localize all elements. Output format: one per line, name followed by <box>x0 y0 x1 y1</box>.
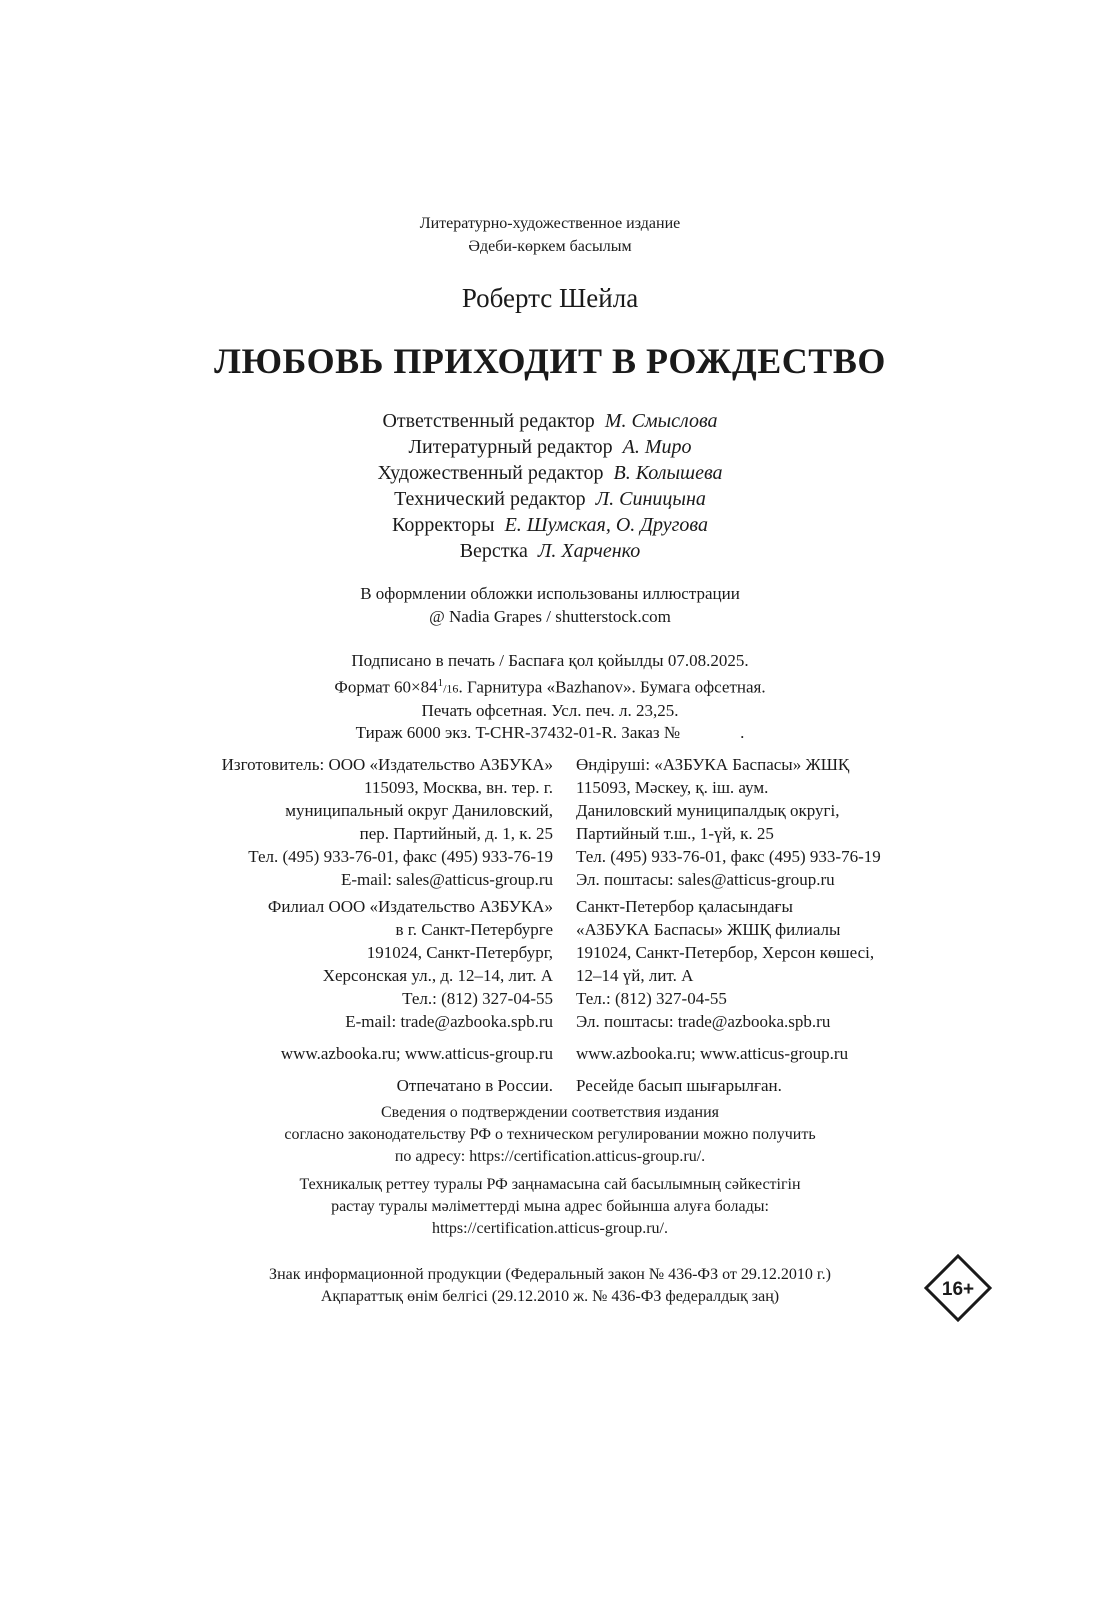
book-author: Робертс Шейла <box>461 283 639 313</box>
ru-websites: www.azbooka.ru; www.atticus-group.ru <box>280 1044 553 1063</box>
credit-role: Художественный редактор <box>377 462 604 484</box>
credit-line <box>0 460 1100 486</box>
credit-line <box>0 486 1100 512</box>
credit-line <box>0 512 1100 538</box>
book-title: ЛЮБОВЬ ПРИХОДИТ В РОЖДЕСТВО <box>214 341 886 381</box>
print-details <box>0 650 1100 744</box>
credit-name: В. Колышева <box>613 462 723 484</box>
publisher-info-kz <box>576 753 996 1097</box>
format-suffix: . Гарнитура «Bazhanov». Бумага офсетная. <box>458 677 766 697</box>
format-fraction-num: 1 <box>437 677 444 689</box>
age-rating-badge-icon <box>924 1254 992 1322</box>
certification-ru <box>0 1102 1100 1168</box>
print-format <box>0 672 1100 700</box>
print-signed-date: Подписано в печать / Баспаға қол қойылды 07.08.2025. <box>351 651 749 670</box>
publisher-info-ru <box>100 753 553 1097</box>
ru-line: Херсонская ул., д. 12–14, лит. А <box>322 966 553 985</box>
cert-ru-line: по адресу: https://certification.atticus-group.ru/. <box>394 1148 706 1165</box>
credit-role: Ответственный редактор <box>382 410 595 432</box>
credit-name: А. Миро <box>622 436 692 458</box>
kz-websites: www.azbooka.ru; www.atticus-group.ru <box>576 1044 849 1063</box>
credit-role: Технический редактор <box>394 488 586 510</box>
ru-line: Филиал ООО «Издательство АЗБУКА» <box>267 897 553 916</box>
edition-type-ru: Литературно-художественное издание <box>419 215 681 232</box>
credit-role: Корректоры <box>392 514 495 536</box>
credit-line <box>0 538 1100 564</box>
kz-line: «АЗБУКА Баспасы» ЖШҚ филиалы <box>576 920 841 939</box>
cover-credit-line: @ Nadia Grapes / shutterstock.com <box>429 607 671 626</box>
credit-name: Е. Шумская, О. Другова <box>504 514 708 536</box>
kz-line: Санкт-Петербор қаласындағы <box>576 897 793 916</box>
cert-ru-line: согласно законодательству РФ о техническом регулировании можно получить <box>284 1126 816 1143</box>
certification-kz <box>0 1174 1100 1240</box>
ru-line: пер. Партийный, д. 1, к. 25 <box>359 824 553 843</box>
sign-line-kz: Ақпараттық өнім белгісі (29.12.2010 ж. № 436-ФЗ федералдық заң) <box>320 1288 780 1305</box>
format-prefix: Формат 60×84 <box>334 677 438 697</box>
print-method: Печать офсетная. Усл. печ. л. 23,25. <box>421 700 679 720</box>
print-run <box>0 722 1100 744</box>
ru-line: 115093, Москва, вн. тер. г. <box>363 778 553 797</box>
kz-line: 12–14 үй, лит. А <box>576 966 694 985</box>
ru-line: E-mail: trade@azbooka.spb.ru <box>345 1012 553 1031</box>
ru-line: E-mail: sales@atticus-group.ru <box>340 870 553 889</box>
kz-line: Тел.: (812) 327-04-55 <box>576 989 727 1008</box>
credit-name: М. Смыслова <box>604 410 718 432</box>
format-fraction-den: /16 <box>443 681 459 696</box>
print-run-end: . <box>740 722 745 742</box>
credit-line <box>0 408 1100 434</box>
ru-line: Тел. (495) 933-76-01, факс (495) 933-76-19 <box>248 847 553 866</box>
ru-line: 191024, Санкт-Петербург, <box>366 943 553 962</box>
kz-line: Тел. (495) 933-76-01, факс (495) 933-76-19 <box>576 847 881 866</box>
sign-line-ru: Знак информационной продукции (Федеральный закон № 436-ФЗ от 29.12.2010 г.) <box>269 1266 831 1283</box>
ru-line: Изготовитель: ООО «Издательство АЗБУКА» <box>221 755 553 774</box>
ru-line: муниципальный округ Даниловский, <box>285 801 553 820</box>
kz-line: Эл. поштасы: sales@atticus-group.ru <box>576 870 835 889</box>
ru-line: в г. Санкт-Петербурге <box>395 920 553 939</box>
print-run-text: Тираж 6000 экз. T-CHR-37432-01-R. Заказ № <box>355 722 681 742</box>
kz-line: Эл. поштасы: trade@azbooka.spb.ru <box>576 1012 831 1031</box>
cert-kz-line: https://certification.atticus-group.ru/. <box>432 1220 668 1237</box>
cover-note-line: В оформлении обложки использованы иллюстрации <box>360 584 740 603</box>
kz-line: Партийный т.ш., 1-үй, к. 25 <box>576 824 774 843</box>
cover-illustration-note <box>0 582 1100 628</box>
cert-kz-line: Техникалық реттеу туралы РФ заңнамасына сай басылымның сәйкестігін <box>299 1176 801 1193</box>
kz-line: Даниловский муниципалдық округі, <box>576 801 840 820</box>
kz-line: 115093, Мәскеу, қ. іш. аум. <box>576 778 769 797</box>
cert-kz-line: растау туралы мәліметтерді мына адрес бойынша алуға болады: <box>331 1198 769 1215</box>
edition-type-kz: Әдеби-көркем басылым <box>468 238 632 255</box>
edition-type <box>0 212 1100 258</box>
cert-ru-line: Сведения о подтверждении соответствия издания <box>380 1104 720 1121</box>
kz-line: 191024, Санкт-Петербор, Херсон көшесі, <box>576 943 875 962</box>
kz-printed-in: Ресейде басып шығарылған. <box>576 1076 782 1095</box>
credit-role: Верстка <box>459 540 528 562</box>
credit-role: Литературный редактор <box>408 436 613 458</box>
age-rating-text: 16+ <box>941 1279 975 1300</box>
credit-name: Л. Синицына <box>595 488 706 510</box>
credit-name: Л. Харченко <box>537 540 641 562</box>
kz-line: Өндіруші: «АЗБУКА Баспасы» ЖШҚ <box>576 755 850 774</box>
ru-printed-in: Отпечатано в России. <box>396 1076 553 1095</box>
credits-block <box>0 408 1100 564</box>
ru-line: Тел.: (812) 327-04-55 <box>402 989 553 1008</box>
credit-line <box>0 434 1100 460</box>
